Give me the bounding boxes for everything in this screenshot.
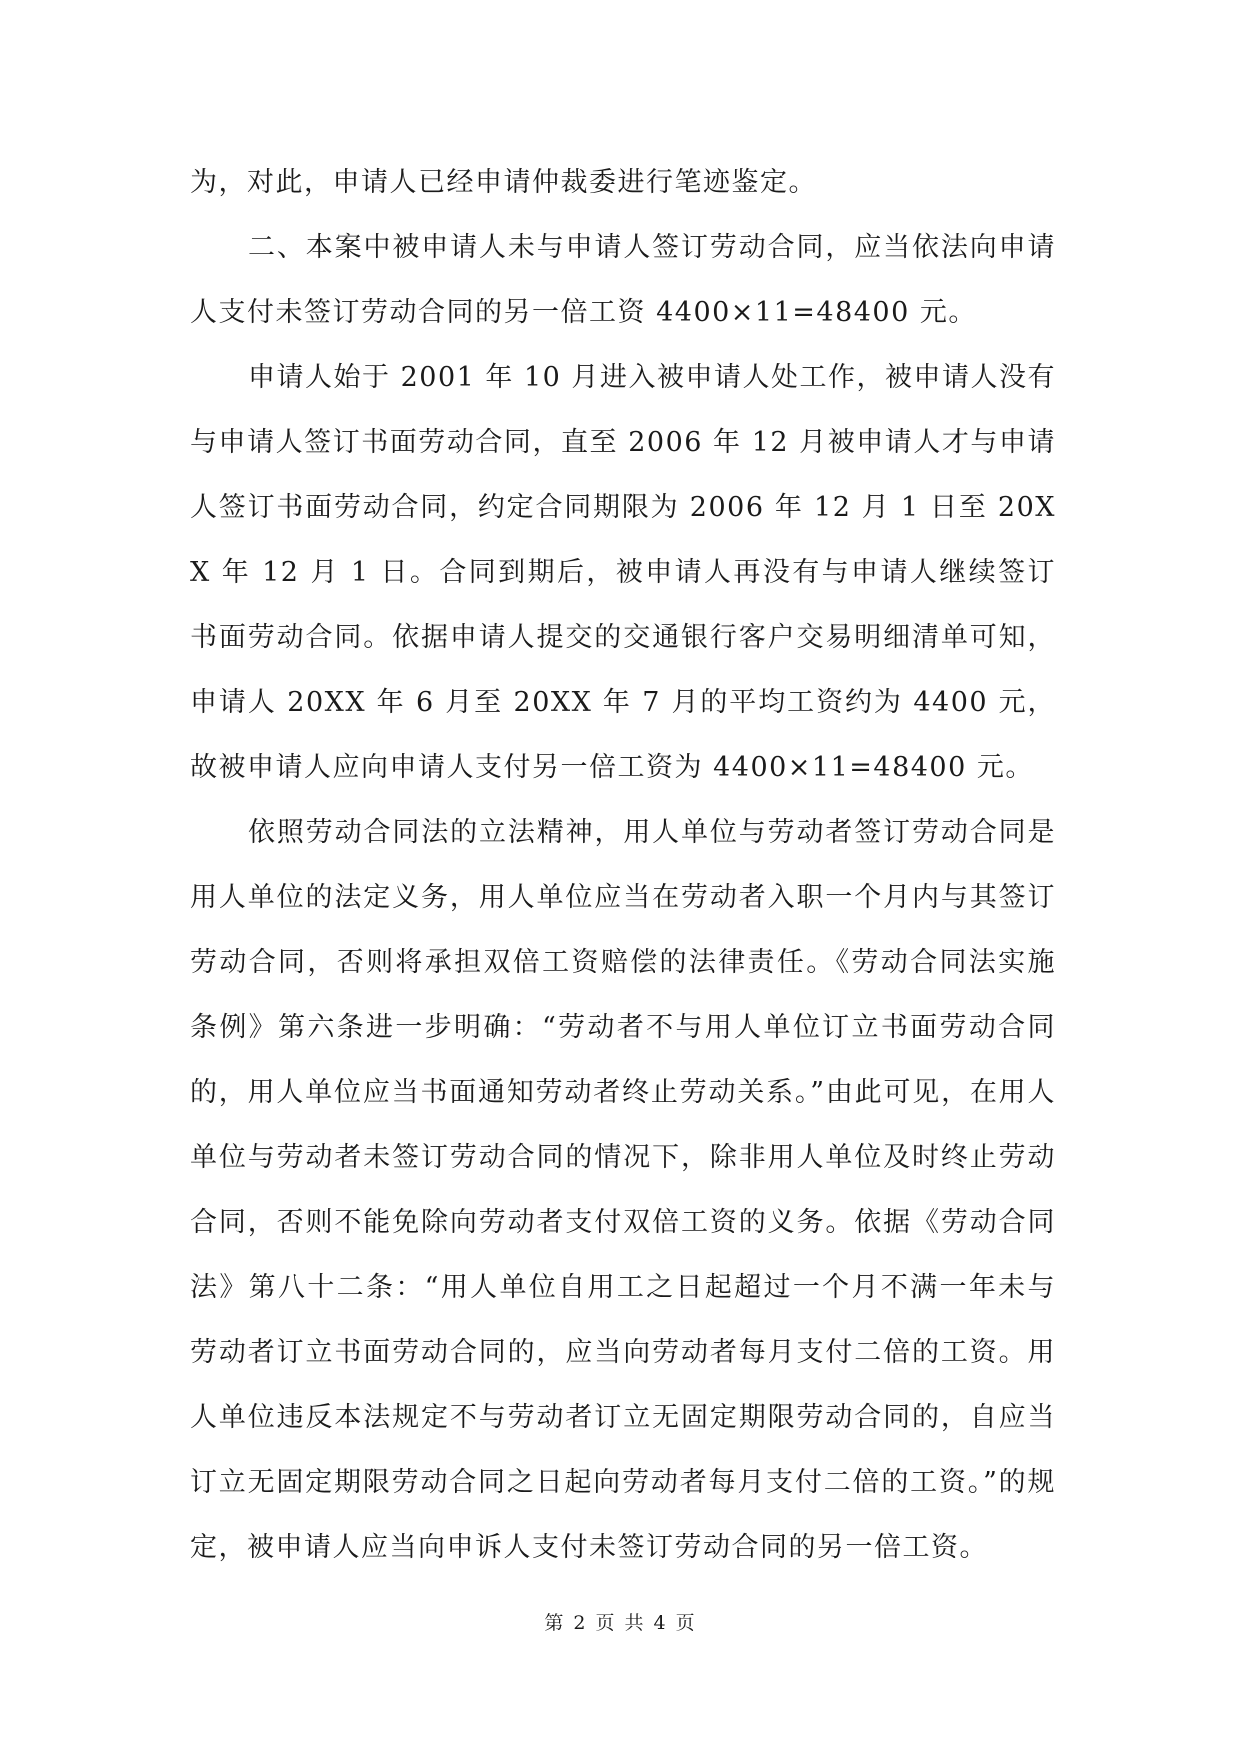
document-body xyxy=(190,150,1056,1580)
paragraph-employment-facts: 申请人始于 2001 年 10 月进入被申请人处工作，被申请人没有与申请人签订书面劳动合同，直至 2006 年 12 月被申请人才与申请人签订书面劳动合同，约定合同期限为 2006 年 12 月 1 日至 20XX 年 12 月 1 日。合同到期后，被申请人再没有与申请人继续签订书面劳动合同。依据申请人提交的交通银行客户交易明细清单可知，申请人 20XX 年 6 月至 20XX 年 7 月的平均工资约为 4400 元，故被申请人应向申请人支付另一倍工资为 4400×11=48400 元。 xyxy=(190,362,1056,783)
paragraph-continuation: 为，对此，申请人已经申请仲裁委进行笔迹鉴定。 xyxy=(190,167,817,198)
paragraph-legal-basis: 依照劳动合同法的立法精神，用人单位与劳动者签订劳动合同是用人单位的法定义务，用人单位应当在劳动者入职一个月内与其签订劳动合同，否则将承担双倍工资赔偿的法律责任。《劳动合同法实施条例》第六条进一步明确：“劳动者不与用人单位订立书面劳动合同的，用人单位应当书面通知劳动者终止劳动关系。”由此可见，在用人单位与劳动者未签订劳动合同的情况下，除非用人单位及时终止劳动合同，否则不能免除向劳动者支付双倍工资的义务。依据《劳动合同法》第八十二条：“用人单位自用工之日起超过一个月不满一年未与劳动者订立书面劳动合同的，应当向劳动者每月支付二倍的工资。用人单位违反本法规定不与劳动者订立无固定期限劳动合同的，自应当订立无固定期限劳动合同之日起向劳动者每月支付二倍的工资。”的规定，被申请人应当向申诉人支付未签订劳动合同的另一倍工资。 xyxy=(190,817,1056,1563)
paragraph-section-two: 二、本案中被申请人未与申请人签订劳动合同，应当依法向申请人支付未签订劳动合同的另一倍工资 4400×11=48400 元。 xyxy=(190,232,1056,328)
page-number-footer: 第 2 页 共 4 页 xyxy=(544,1612,697,1634)
